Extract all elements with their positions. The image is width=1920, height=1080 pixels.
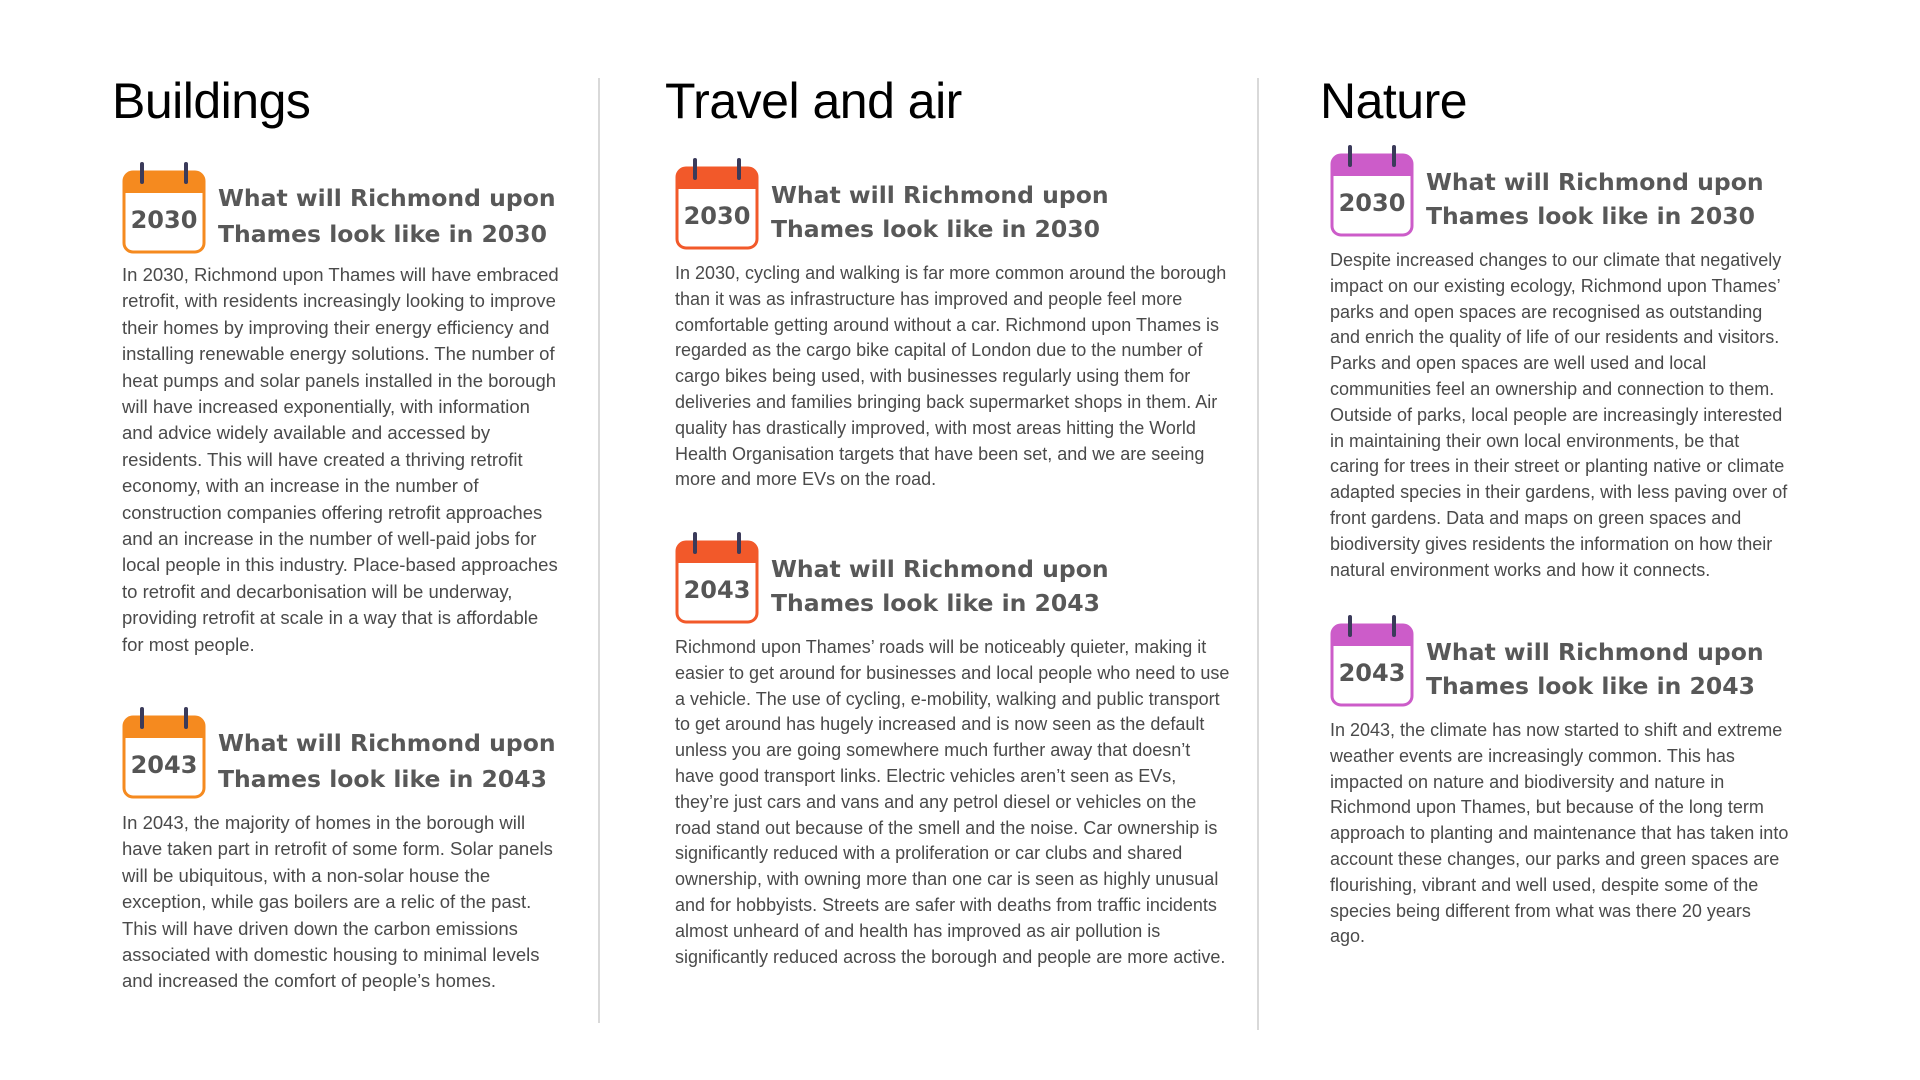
section-body-text: In 2043, the climate has now started to shift and extreme weather events are increasingly common. This has impacted on nature and biodiversity and nature in Richmond upon Thames, but because of the long term approach to planting and maintenance that has taken into account these changes, our parks and green spaces are flourishing, vibrant and well used, despite some of the species being different from what was there 20 years ago. [1330,720,1789,947]
section-heading: What will Richmond upon Thames look like in 2030 [218,184,556,248]
calendar-icon [675,158,759,250]
column-divider [1257,78,1259,1030]
section-body-text: Richmond upon Thames’ roads will be noticeably quieter, making it easier to get around for businesses and local people who need to use a vehicle. The use of cycling, e-mobility, walking and public transport to get around has hugely increased and is now seen as the default unless you are going somewhere much further away that doesn’t have good transport links. Electric vehicles aren’t seen as EVs, they’re just cars and vans and any petrol diesel or vehicles on the road stand out because of the smell and the noise. Car ownership is significantly reduced with a proliferation or car clubs and shared ownership, with owning more than one car is seen as highly unusual and for hobbyists. Streets are safer with deaths from traffic incidents almost unheard of and health has improved as air pollution is significantly reduced across the borough and people are more active. [675,637,1230,967]
section-heading: What will Richmond upon Thames look like in 2043 [1426,638,1764,700]
section-heading: What will Richmond upon Thames look like in 2030 [1426,168,1764,230]
column-title-buildings: Buildings [112,73,311,129]
section-heading: What will Richmond upon Thames look like in 2043 [218,729,556,793]
column-title-travel: Travel and air [665,73,962,129]
section-body-text: Despite increased changes to our climate that negatively impact on our existing ecology, Richmond upon Thames’ parks and open spaces are recognised as outstanding and enrich the quality of life of our residents and visitors. Parks and open spaces are well used and local communities feel an ownership and connection to them. Outside of parks, local people are increasingly interested in maintaining their own local environments, be that caring for trees in their street or planting native or climate adapted species in their gardens, with less paving over of front gardens. Data and maps on green spaces and biodiversity gives residents the information on how their natural environment works and how it connects. [1330,250,1788,580]
section-body-text: In 2030, cycling and walking is far more common around the borough than it was as infrastructure has improved and people feel more comfortable getting around without a car. Richmond upon Thames is regarded as the cargo bike capital of London due to the number of cargo bikes being used, with businesses regularly using them for deliveries and families bringing back supermarket shops in them. Air quality has drastically improved, with most areas hitting the World Health Organisation targets that have been set, and we are seeing more and more EVs on the road. [675,263,1227,490]
column-title-nature: Nature [1320,73,1468,129]
section-heading: What will Richmond upon Thames look like in 2030 [771,181,1109,243]
section-heading: What will Richmond upon Thames look like in 2043 [771,555,1109,617]
calendar-year-label: 2043 [683,576,751,604]
calendar-icon [122,162,206,254]
calendar-year-label: 2043 [130,751,198,779]
calendar-icon [1330,145,1414,237]
calendar-icon [1330,615,1414,707]
calendar-year-label: 2030 [683,202,751,230]
section-body-text: In 2030, Richmond upon Thames will have embraced retrofit, with residents increasingly looking to improve their homes by improving their energy efficiency and installing renewable energy solutions. The number of heat pumps and solar panels installed in the borough will have increased exponentially, with information and advice widely available and accessed by residents. This will have created a thriving retrofit economy, with an increase in the number of construction companies offering retrofit approaches and an increase in the number of well-paid jobs for local people in this industry. Place-based approaches to retrofit and decarbonisation will be underway, providing retrofit at scale in a way that is affordable for most people. [122,264,559,655]
calendar-icon [675,532,759,624]
calendar-icon [122,707,206,799]
column-divider [598,78,600,1023]
calendar-year-label: 2043 [1338,659,1406,687]
section-body-text: In 2043, the majority of homes in the borough will have taken part in retrofit of some form. Solar panels will be ubiquitous, with a non-solar house the exception, while gas boilers are a relic of the past. This will have driven down the carbon emissions associated with domestic housing to minimal levels and increased the comfort of people’s homes. [122,812,553,992]
calendar-year-label: 2030 [1338,189,1406,217]
calendar-year-label: 2030 [130,206,198,234]
